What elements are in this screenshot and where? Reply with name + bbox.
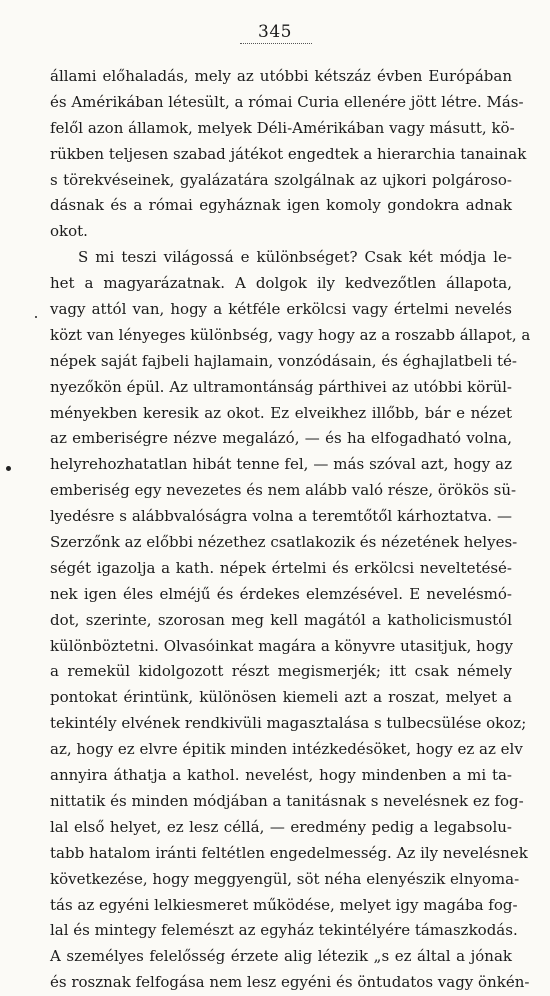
text-line: a remekül kidolgozott részt megismerjék; itt csak némely [50,662,512,681]
page-number-ornament [240,43,312,48]
text-line: A személyes felelősség érzete alig létezik „s ez által a jónak [50,947,512,966]
text-line: S mi teszi világossá e különbséget? Csak két módja le- [78,248,512,267]
text-line: és Amérikában létesült, a római Curia ellenére jött létre. Más- [50,92,524,111]
text-line: az emberiségre nézve megalázó, — és ha elfogadható volna, [50,429,512,448]
ink-speck [6,466,11,471]
text-line: ményekben keresik az okot. Ez elveikhez illőbb, bár e nézet [50,403,512,422]
text-line: nek igen éles elméjű és érdekes elemzésével. E nevelésmó- [50,584,512,603]
text-line: lyedésre s alábbvalóságra volna a teremtőtől kárhoztatva. — [50,507,512,526]
text-line: pontokat érintünk, különösen kiemeli azt a roszat, melyet a [50,688,512,707]
text-line: nyezőkön épül. Az ultramontánság párthivei az utóbbi körül- [50,377,512,396]
text-line: nittatik és minden módjában a tanitásnak s nevelésnek ez fog- [50,791,524,810]
text-line: közt van lényeges különbség, vagy hogy az a roszabb állapot, a [50,325,531,344]
text-line: és rosznak felfogása nem lesz egyéni és öntudatos vagy önkén- [50,973,530,992]
text-line: tabb hatalom iránti feltétlen engedelmesség. Az ily nevelésnek [50,843,528,862]
text-line: rükben teljesen szabad játékot engedtek a hierarchia tanainak [50,144,527,163]
text-line: különböztetni. Olvasóinkat magára a könyvre utasitjuk, hogy [50,636,513,655]
text-line: s törekvéseinek, gyalázatára szolgálnak az ujkori polgároso- [50,170,512,189]
text-line: tás az egyéni lelkiesmeret működése, melyet igy magába fog- [50,895,518,914]
page-number: 345 [258,22,292,42]
text-line: az, hogy ez elvre épitik minden intézkedésöket, hogy ez az elv [50,740,523,759]
text-line: dásnak és a római egyháznak igen komoly gondokra adnak [50,196,512,215]
text-line: felől azon államok, melyek Déli-Amérikában vagy másutt, kö- [50,118,515,137]
text-line: okot. [50,222,88,241]
text-line: vagy attól van, hogy a kétféle erkölcsi vagy értelmi nevelés [50,300,512,319]
text-line: tekintély elvének rendkivüli magasztalása s tulbecsülése okoz; [50,714,527,733]
body-text [50,64,531,996]
text-line: het a magyarázatnak. A dolgok ily kedvezőtlen állapota, [50,274,512,293]
text-line: dot, szerinte, szorosan meg kell magától a katholicismustól [50,610,512,629]
text-line: emberiség egy nevezetes és nem alább való része, örökös sü- [50,481,517,500]
ink-speck [35,316,37,318]
text-line: állami előhaladás, mely az utóbbi kétszáz évben Európában [50,67,512,85]
text-line: lal és mintegy felemészt az egyház tekintélyére támaszkodás. [50,921,518,940]
text-line: népek saját fajbeli hajlamain, vonzódásain, és éghajlatbeli té- [50,351,517,370]
text-line: helyrehozhatatlan hibát tenne fel, — más szóval azt, hogy az [50,455,512,474]
text-line: lal első helyet, ez lesz céllá, — eredmény pedig a legabsolu- [50,817,512,836]
text-line: következése, hogy meggyengül, söt néha elenyészik elnyoma- [50,869,520,888]
text-line: Szerzőnk az előbbi nézethez csatlakozik és nézetének helyes- [50,533,518,552]
text-line: annyira áthatja a kathol. nevelést, hogy mindenben a mi ta- [50,766,512,785]
text-line: ségét igazolja a kath. népek értelmi és erkölcsi neveltetésé- [50,558,512,577]
